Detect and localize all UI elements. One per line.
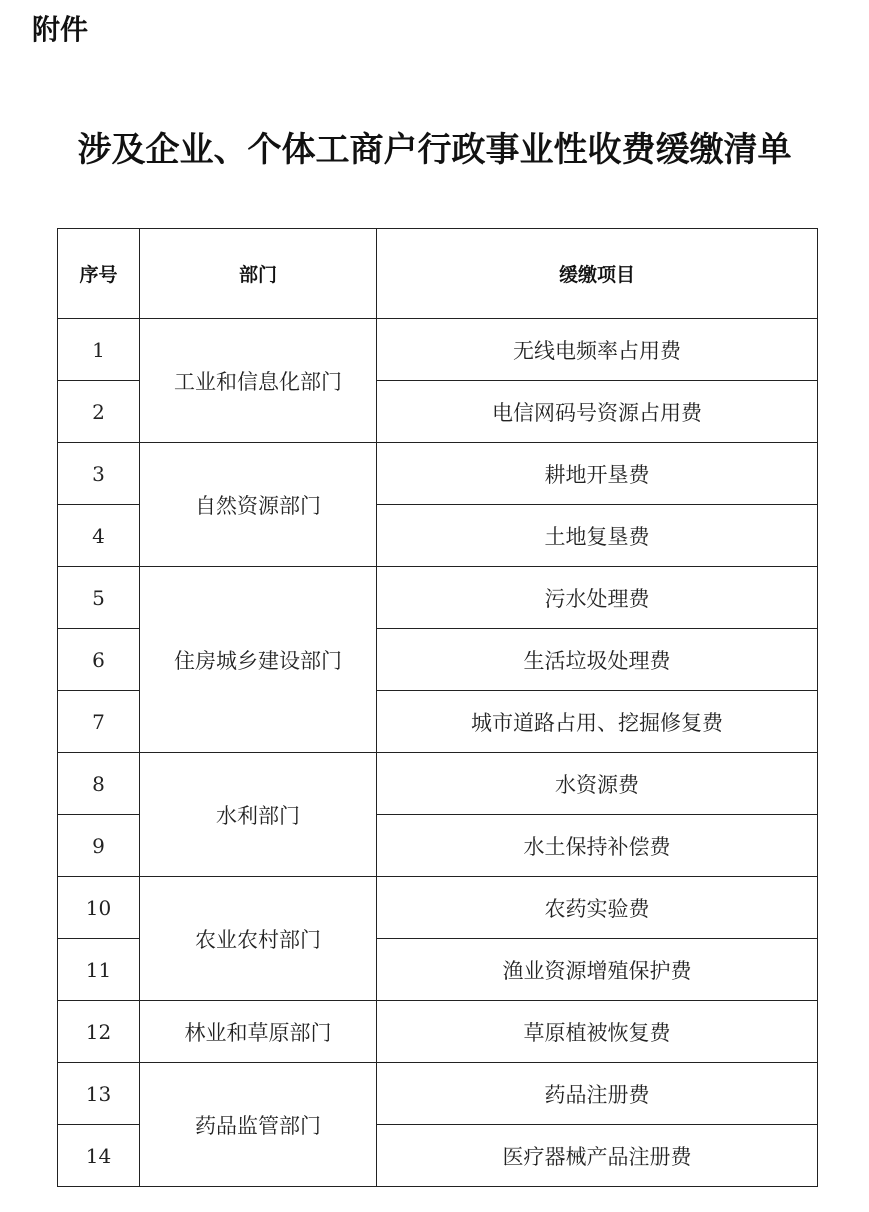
table-row [58,877,818,939]
row-seq-cell: 1 [58,319,140,381]
table-row [58,1001,818,1063]
fee-item-cell: 药品注册费 [377,1063,818,1125]
fee-item-cell: 水土保持补偿费 [377,815,818,877]
department-cell: 住房城乡建设部门 [140,567,377,753]
table-row [58,443,818,505]
fee-item-cell: 电信网码号资源占用费 [377,381,818,443]
fee-item-cell: 生活垃圾处理费 [377,629,818,691]
row-seq-cell: 6 [58,629,140,691]
column-header-seq: 序号 [58,229,140,319]
row-seq-cell: 9 [58,815,140,877]
department-cell: 自然资源部门 [140,443,377,567]
fee-item-cell: 污水处理费 [377,567,818,629]
column-header-item: 缓缴项目 [377,229,818,319]
table-row [58,1063,818,1125]
row-seq-cell: 11 [58,939,140,1001]
department-cell: 工业和信息化部门 [140,319,377,443]
document-title: 涉及企业、个体工商户行政事业性收费缓缴清单 [77,130,792,170]
department-cell: 水利部门 [140,753,377,877]
row-seq-cell: 4 [58,505,140,567]
fee-item-cell: 无线电频率占用费 [377,319,818,381]
fee-item-cell: 耕地开垦费 [377,443,818,505]
department-cell: 林业和草原部门 [140,1001,377,1063]
table-row [58,319,818,381]
row-seq-cell: 10 [58,877,140,939]
column-header-department: 部门 [140,229,377,319]
row-seq-cell: 3 [58,443,140,505]
fee-item-cell: 草原植被恢复费 [377,1001,818,1063]
row-seq-cell: 7 [58,691,140,753]
department-cell: 药品监管部门 [140,1063,377,1187]
table-row [58,567,818,629]
department-cell: 农业农村部门 [140,877,377,1001]
fee-deferral-table [57,228,818,1187]
table-header-row [58,229,818,319]
fee-item-cell: 农药实验费 [377,877,818,939]
row-seq-cell: 2 [58,381,140,443]
row-seq-cell: 5 [58,567,140,629]
row-seq-cell: 8 [58,753,140,815]
fee-item-cell: 城市道路占用、挖掘修复费 [377,691,818,753]
row-seq-cell: 12 [58,1001,140,1063]
fee-item-cell: 土地复垦费 [377,505,818,567]
row-seq-cell: 13 [58,1063,140,1125]
fee-item-cell: 水资源费 [377,753,818,815]
attachment-label: 附件 [32,13,89,46]
table-row [58,753,818,815]
fee-item-cell: 医疗器械产品注册费 [377,1125,818,1187]
fee-item-cell: 渔业资源增殖保护费 [377,939,818,1001]
table-body [58,319,818,1187]
row-seq-cell: 14 [58,1125,140,1187]
